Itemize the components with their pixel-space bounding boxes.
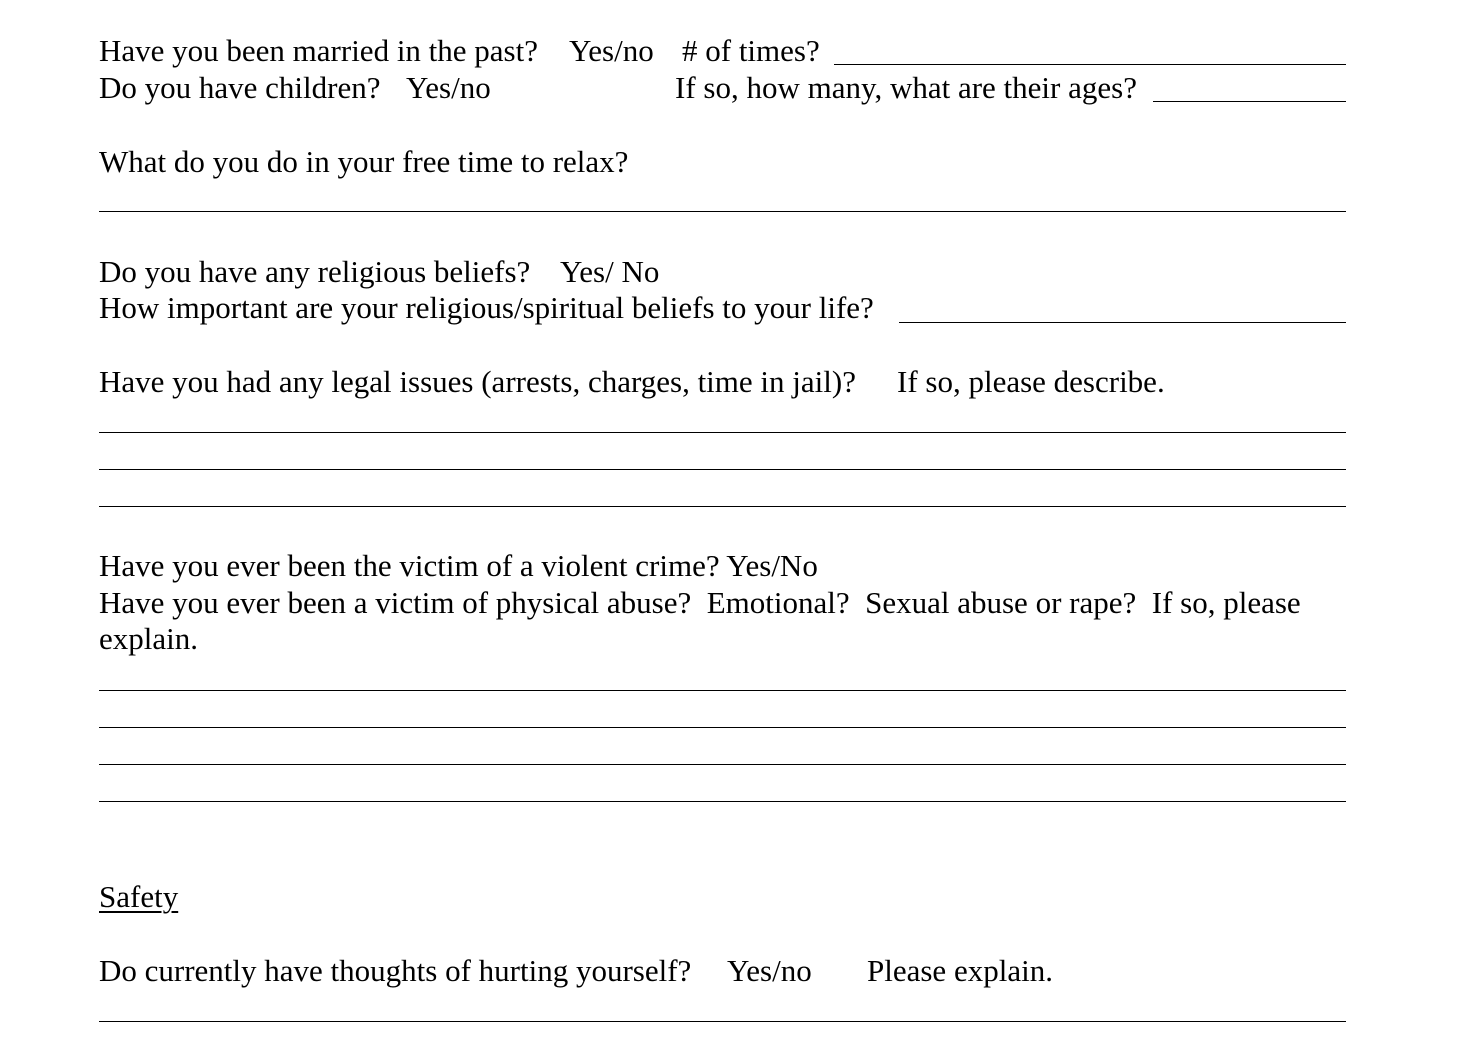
self-harm-question: Do currently have thoughts of hurting yourself? <box>99 953 692 988</box>
abuse-answer-line[interactable] <box>99 727 1346 728</box>
religious-importance-question: How important are your religious/spiritual beliefs to your life? <box>99 290 874 325</box>
legal-issues-describe-prompt: If so, please describe. <box>897 364 1165 399</box>
abuse-answer-line[interactable] <box>99 690 1346 691</box>
safety-heading: Safety <box>99 879 179 914</box>
abuse-question: Have you ever been a victim of physical abuse? Emotional? Sexual abuse or rape? If so, please <box>99 585 1301 620</box>
religious-importance-answer-line[interactable] <box>899 322 1346 323</box>
self-harm-explain-prompt: Please explain. <box>867 953 1053 988</box>
abuse-answer-line[interactable] <box>99 801 1346 802</box>
times-married-answer-line[interactable] <box>834 64 1346 65</box>
abuse-question-continued: explain. <box>99 621 198 656</box>
self-harm-yes-no-option[interactable]: Yes/no <box>727 953 812 988</box>
children-yes-no-option[interactable]: Yes/no <box>406 70 491 105</box>
children-ages-question: If so, how many, what are their ages? <box>675 70 1137 105</box>
religious-beliefs-question: Do you have any religious beliefs? <box>99 254 531 289</box>
children-ages-answer-line[interactable] <box>1153 101 1346 102</box>
relax-question: What do you do in your free time to relax? <box>99 144 629 179</box>
married-question: Have you been married in the past? <box>99 33 538 68</box>
married-yes-no-option[interactable]: Yes/no <box>569 33 654 68</box>
religious-beliefs-yes-no-option[interactable]: Yes/ No <box>560 254 660 289</box>
children-question: Do you have children? <box>99 70 381 105</box>
times-married-question: # of times? <box>682 33 820 68</box>
relax-answer-line[interactable] <box>99 211 1346 212</box>
legal-answer-line[interactable] <box>99 469 1346 470</box>
legal-answer-line[interactable] <box>99 432 1346 433</box>
self-harm-answer-line[interactable] <box>99 1021 1346 1022</box>
legal-answer-line[interactable] <box>99 506 1346 507</box>
violent-crime-question: Have you ever been the victim of a violent crime? Yes/No <box>99 548 818 583</box>
legal-issues-question: Have you had any legal issues (arrests, charges, time in jail)? <box>99 364 856 399</box>
abuse-answer-line[interactable] <box>99 764 1346 765</box>
